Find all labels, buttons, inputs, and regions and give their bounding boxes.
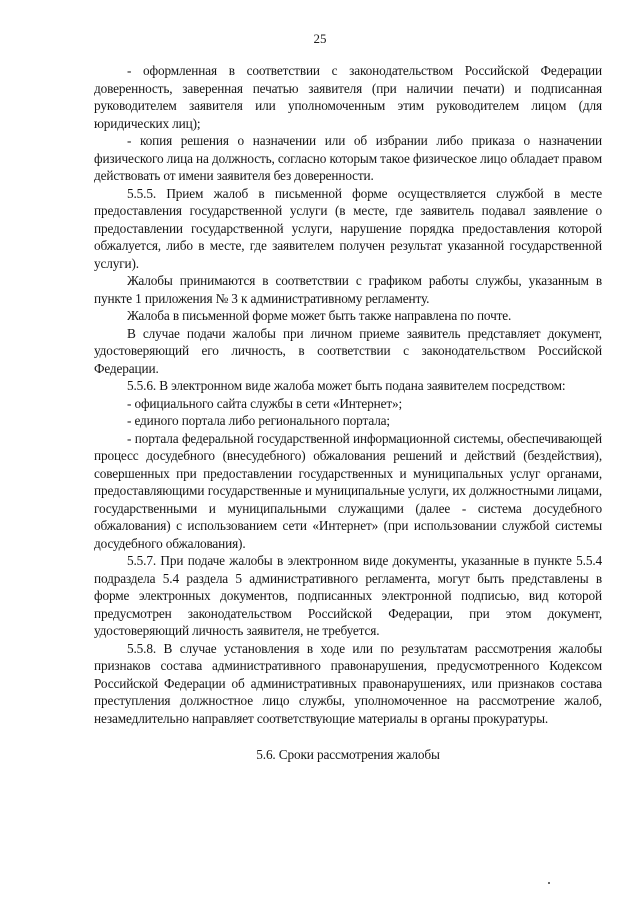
paragraph-personal-reception: В случае подачи жалобы при личном приеме заявитель представляет документ, удостоверяющий его личность, в соответствии с законодательством Российской Федерации. [94,325,602,376]
list-item-official-site: - официального сайта службы в сети «Интернет»; [127,395,403,411]
paragraph-by-mail: Жалоба в письменной форме может быть также направлена по почте. [127,308,512,323]
page-content [94,62,602,764]
paragraph-5-5-7: 5.5.7. При подаче жалобы в электронном виде документы, указанные в пункте 5.5.4 подраздела 5.4 раздела 5 административного регламента, могут быть представлены в форме электронных документов, подписанных электронной подписью, вид которой предусмотрен законодательством Российской Федерации, при этом документ, удостоверяющий личность заявителя, не требуется. [94,553,602,638]
page-number: 25 [313,31,327,46]
paragraph-5-5-6: 5.5.6. В электронном виде жалоба может быть подана заявителем посредством: [127,378,566,393]
list-item-unified-portal: - единого портала либо регионального портала; [127,413,390,428]
paragraph-power-of-attorney: - оформленная в соответствии с законодательством Российской Федерации доверенность, заверенная печатью заявителя (при наличии печати) и подписанная руководителем заявителя или уполномоченным этим руководителем лицом (для юридических лиц); [94,63,602,131]
list-item-federal-portal: - портала федеральной государственной информационной системы, обеспечивающей процесс досудебного (внесудебного) обжалования решений и действий (бездействия), совершенных при предоставлении государственных и муниципальных услуг органами, предоставляющими государственные и муниципальные услуги, их должностными лицами, государственными и муниципальными служащими (далее - система досудебного обжалования) с использованием сети «Интернет» (при использовании службой системы досудебного обжалования). [94,430,602,551]
paragraph-schedule: Жалобы принимаются в соответствии с графиком работы службы, указанным в пункте 1 приложения № 3 к административному регламенту. [94,273,602,306]
paragraph-appointment-copy: - копия решения о назначении или об избрании либо приказа о назначении физического лица на должность, согласно которым такое физическое лицо обладает правом действовать от имени заявителя без доверенности. [94,133,602,183]
section-heading: 5.6. Сроки рассмотрения жалобы [256,747,440,762]
paragraph-5-5-8: 5.5.8. В случае установления в ходе или по результатам рассмотрения жалобы признаков состава административного правонарушения, предусмотренного Кодексом Российской Федерации об административных правонарушениях, или признаков состава преступления должностное лицо службы, уполномоченное на рассмотрение жалоб, незамедлительно направляет соответствующие материалы в органы прокуратуры. [94,640,602,726]
scan-speck [548,882,550,884]
paragraph-5-5-5: 5.5.5. Прием жалоб в письменной форме осуществляется службой в месте предоставления государственной услуги (в месте, где заявитель подавал заявление о предоставлении государственной услуги, нарушение порядка предоставления которой обжалуется, либо в месте, где заявителем получен результат указанной государственной услуги). [94,185,602,271]
